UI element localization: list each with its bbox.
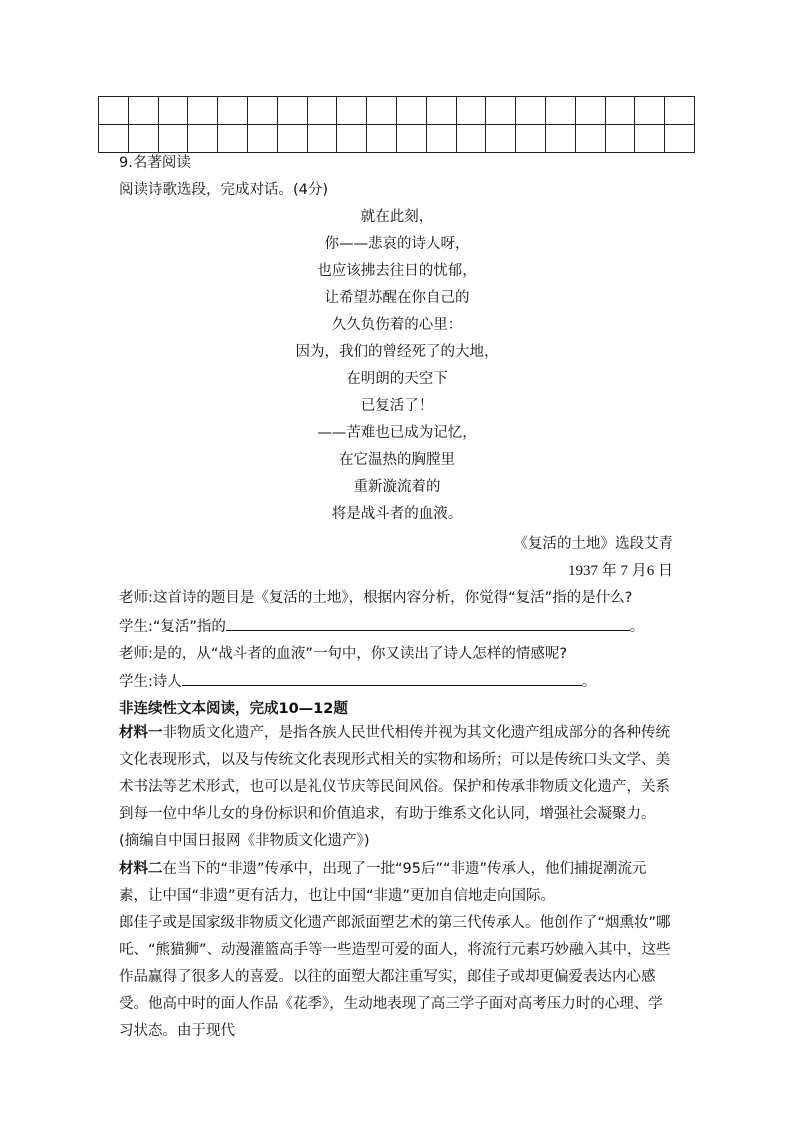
grid-cell[interactable] [605,125,635,153]
grid-cell[interactable] [367,125,397,153]
grid-cell[interactable] [396,125,426,153]
poem-line: 也应该拂去往日的忧郁， [317,263,477,279]
grid-cell[interactable] [486,97,516,125]
section-heading: 非连续性文本阅读，完成10—12题 [119,701,348,717]
answer-end-mark: 。 [629,619,645,635]
grid-cell[interactable] [665,97,695,125]
poem-line: 已复活了！ [360,398,434,414]
grid-cell[interactable] [545,97,575,125]
poem-line: 让希望苏醒在你自己的 [324,290,470,306]
poem-line: 你——悲哀的诗人呀， [324,236,470,252]
grid-cell[interactable] [635,125,665,153]
grid-cell[interactable] [456,97,486,125]
teacher-question-2: 老师:是的，从“战斗者的血液”一句中，你又读出了诗人怎样的情感呢? [119,646,568,662]
grid-cell[interactable] [277,125,307,153]
student-answer-2-prompt: 学生:诗人 [119,674,182,690]
grid-cell[interactable] [545,125,575,153]
poem-line: ——苦难也已成为记忆， [317,425,477,441]
grid-cell[interactable] [337,125,367,153]
grid-cell[interactable] [128,97,158,125]
grid-cell[interactable] [516,125,546,153]
material-1-source: (摘编自中国日报网《非物质文化遗产》) [119,833,370,849]
material-2-lead: 材料二 [119,861,163,877]
grid-cell[interactable] [307,125,337,153]
material-2-text: 在当下的“非遗”传承中，出现了一批“95后”“非遗”传承人，他们捕捉潮流元素，让中国“非遗”更有活力，也让中国“非遗”更加自信地走向国际。 [119,861,647,904]
grid-cell[interactable] [188,125,218,153]
grid-cell[interactable] [218,97,248,125]
student-answer-2 [119,671,596,692]
answer-grid [98,96,695,153]
grid-cell[interactable] [337,97,367,125]
poem-line: 因为，我们的曾经死了的大地， [295,344,499,360]
grid-cell[interactable] [218,125,248,153]
material-1-lead: 材料一 [119,725,163,741]
material-2 [119,856,675,910]
poem-line: 在它温热的胸膛里 [339,452,455,468]
grid-cell[interactable] [575,97,605,125]
material-1 [119,720,675,828]
grid-cell[interactable] [307,97,337,125]
poem-date: 1937 年 7 月6 日 [567,563,673,579]
grid-cell[interactable] [635,97,665,125]
teacher-question-1: 老师:这首诗的题目是《复活的土地》，根据内容分析，你觉得“复活”指的是什么? [119,590,633,606]
grid-cell[interactable] [516,97,546,125]
grid-cell[interactable] [426,97,456,125]
grid-row [99,97,695,125]
grid-cell[interactable] [426,125,456,153]
grid-cell[interactable] [605,97,635,125]
poem-line: 重新漩流着的 [353,479,441,495]
grid-cell[interactable] [575,125,605,153]
grid-row [99,125,695,153]
poem-line: 将是战斗者的血液。 [331,506,463,522]
grid-cell[interactable] [456,125,486,153]
grid-cell[interactable] [247,125,277,153]
grid-cell[interactable] [486,125,516,153]
material-2-paragraph-2: 郎佳子或是国家级非物质文化遗产郎派面塑艺术的第三代传承人。他创作了“烟熏妆”哪吒、“熊猫狮”、动漫灌篮高手等一些造型可爱的面人，将流行元素巧妙融入其中，这些作品赢得了很多人的喜爱。以往的面塑大都注重写实，郎佳子或却更偏爱表达内心感受。他高中时的面人作品《花季》，生动地表现了高三学子面对高考压力时的心理、学习状态。由于现代 [119,915,671,1039]
poem-source: 《复活的土地》选段艾青 [513,536,673,552]
answer-blank-2[interactable] [182,671,582,686]
grid-cell[interactable] [665,125,695,153]
poem-line: 久久负伤着的心里： [331,317,463,333]
grid-cell[interactable] [99,97,129,125]
student-answer-1-prompt: 学生:“复活”指的 [119,619,226,635]
grid-cell[interactable] [128,125,158,153]
answer-end-mark: 。 [581,674,597,690]
grid-cell[interactable] [396,97,426,125]
answer-blank-1[interactable] [226,616,630,631]
poem-line: 在明朗的天空下 [346,371,448,387]
student-answer-1 [119,616,644,637]
material-1-text: 非物质文化遗产，是指各族人民世代相传并视为其文化遗产组成部分的各种传统文化表现形式，以及与传统文化表现形式相关的实物和场所；可以是传统口头文学、美术书法等艺术形式，也可以是礼仪节庆等民间风俗。保护和传承非物质文化遗产，关系到每一位中华儿女的身份标识和价值追求，有助于维系文化认同，增强社会凝聚力。 [119,725,670,822]
grid-cell[interactable] [367,97,397,125]
grid-cell[interactable] [158,97,188,125]
question-9-instruction: 阅读诗歌选段，完成对话。(4分) [119,182,329,198]
grid-cell[interactable] [158,125,188,153]
poem-line: 就在此刻， [360,209,434,225]
grid-cell[interactable] [188,97,218,125]
grid-cell[interactable] [99,125,129,153]
grid-cell[interactable] [277,97,307,125]
grid-cell[interactable] [247,97,277,125]
question-9-heading: 9.名著阅读 [119,155,191,171]
